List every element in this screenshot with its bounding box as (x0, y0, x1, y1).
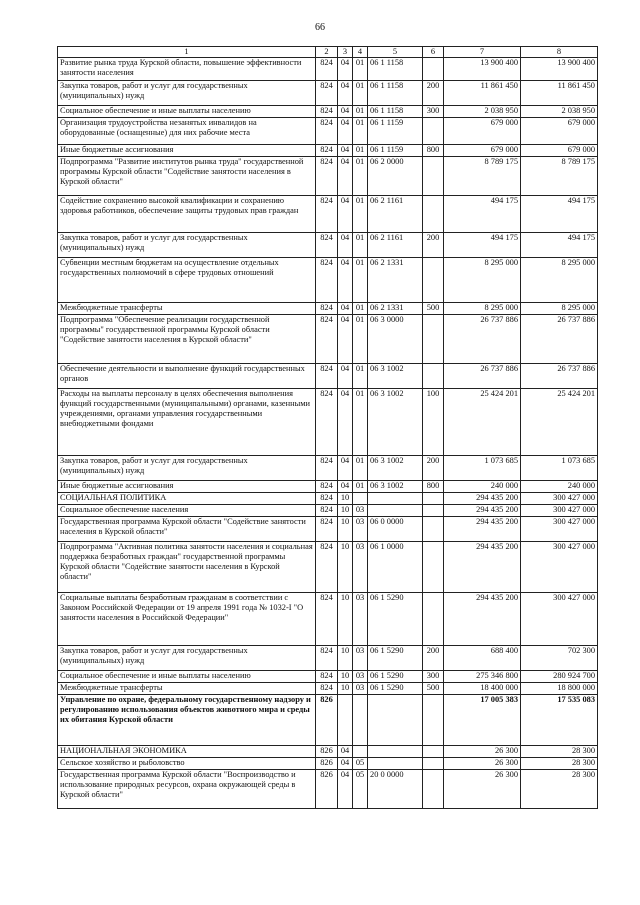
row-subsection-code-cell: 01 (353, 105, 368, 117)
row-amount-year1-cell: 294 435 200 (444, 516, 521, 541)
row-amount-year1-cell: 1 073 685 (444, 455, 521, 480)
table-row (58, 516, 598, 541)
row-amount-year1-cell: 679 000 (444, 117, 521, 144)
table-row (58, 57, 598, 80)
row-expense-type-cell: 100 (423, 388, 444, 455)
row-amount-year1-cell: 294 435 200 (444, 492, 521, 504)
row-name-cell: Социальное обеспечение населения (58, 504, 316, 516)
row-amount-year1-cell: 2 038 950 (444, 105, 521, 117)
row-subsection-code-cell: 01 (353, 117, 368, 144)
row-name-cell: Закупка товаров, работ и услуг для государственных (муниципальных) нужд (58, 232, 316, 257)
row-amount-year1-cell: 494 175 (444, 232, 521, 257)
row-expense-type-cell: 800 (423, 144, 444, 156)
row-name-cell: НАЦИОНАЛЬНАЯ ЭКОНОМИКА (58, 745, 316, 757)
row-name-cell: Межбюджетные трансферты (58, 302, 316, 314)
row-amount-year2-cell: 28 300 (521, 745, 598, 757)
row-subsection-code-cell: 05 (353, 769, 368, 808)
row-amount-year2-cell: 280 924 700 (521, 670, 598, 682)
table-row (58, 105, 598, 117)
row-target-article-cell: 06 0 0000 (368, 516, 423, 541)
row-expense-type-cell (423, 694, 444, 745)
row-target-article-cell: 06 1 1158 (368, 105, 423, 117)
row-subsection-code-cell: 01 (353, 388, 368, 455)
row-section-code-cell (338, 694, 353, 745)
row-subsection-code-cell: 01 (353, 363, 368, 388)
row-name-cell: Подпрограмма "Развитие институтов рынка труда" государственной программы Курской области "Содействие занятости населения в Курской области" (58, 156, 316, 195)
row-name-cell: Государственная программа Курской области "Содействие занятости населения в Курской области" (58, 516, 316, 541)
row-subsection-code-cell: 01 (353, 232, 368, 257)
row-expense-type-cell (423, 257, 444, 302)
row-admin-code-cell: 824 (316, 105, 338, 117)
row-section-code-cell: 10 (338, 682, 353, 694)
row-target-article-cell: 06 1 1158 (368, 57, 423, 80)
row-admin-code-cell: 824 (316, 117, 338, 144)
table-row (58, 195, 598, 232)
table-row (58, 670, 598, 682)
row-amount-year2-cell: 28 300 (521, 757, 598, 769)
row-target-article-cell: 06 2 1331 (368, 257, 423, 302)
row-section-code-cell: 04 (338, 745, 353, 757)
table-row (58, 144, 598, 156)
row-target-article-cell: 06 1 1159 (368, 144, 423, 156)
row-expense-type-cell (423, 57, 444, 80)
row-admin-code-cell: 824 (316, 455, 338, 480)
table-row (58, 80, 598, 105)
row-subsection-code-cell (353, 745, 368, 757)
table-row (58, 682, 598, 694)
row-amount-year2-cell: 679 000 (521, 117, 598, 144)
header-cell: 2 (316, 47, 338, 58)
row-section-code-cell: 10 (338, 541, 353, 592)
row-name-cell: Подпрограмма "Активная политика занятости населения и социальная поддержка безработных граждан" государственной программы Курской области "Содействие занятости населения в Курской области" (58, 541, 316, 592)
row-expense-type-cell: 500 (423, 682, 444, 694)
row-target-article-cell: 06 1 5290 (368, 670, 423, 682)
row-amount-year2-cell: 300 427 000 (521, 592, 598, 645)
row-section-code-cell: 04 (338, 388, 353, 455)
row-expense-type-cell (423, 363, 444, 388)
row-amount-year1-cell: 294 435 200 (444, 504, 521, 516)
row-amount-year2-cell: 13 900 400 (521, 57, 598, 80)
row-subsection-code-cell (353, 694, 368, 745)
row-name-cell: Расходы на выплаты персоналу в целях обеспечения выполнения функций государственными (муниципальными) органами, казенными учреждениями, органами управления государственными внебюджетными фондами (58, 388, 316, 455)
row-name-cell: Государственная программа Курской области "Воспроизводство и использование природных ресурсов, охрана окружающей среды в Курской области" (58, 769, 316, 808)
row-admin-code-cell: 824 (316, 516, 338, 541)
row-section-code-cell: 10 (338, 516, 353, 541)
row-expense-type-cell: 200 (423, 232, 444, 257)
row-target-article-cell: 06 1 0000 (368, 541, 423, 592)
row-target-article-cell: 06 3 1002 (368, 388, 423, 455)
row-expense-type-cell (423, 592, 444, 645)
row-expense-type-cell (423, 156, 444, 195)
row-target-article-cell (368, 492, 423, 504)
row-amount-year2-cell: 26 737 886 (521, 314, 598, 363)
table-row (58, 232, 598, 257)
row-amount-year2-cell: 300 427 000 (521, 516, 598, 541)
row-target-article-cell: 06 1 5290 (368, 682, 423, 694)
row-expense-type-cell: 200 (423, 80, 444, 105)
row-admin-code-cell: 824 (316, 670, 338, 682)
row-section-code-cell: 04 (338, 232, 353, 257)
row-subsection-code-cell: 01 (353, 156, 368, 195)
row-section-code-cell: 04 (338, 195, 353, 232)
row-expense-type-cell (423, 757, 444, 769)
row-section-code-cell: 04 (338, 363, 353, 388)
row-name-cell: Межбюджетные трансферты (58, 682, 316, 694)
row-subsection-code-cell: 03 (353, 592, 368, 645)
row-name-cell: Развитие рынка труда Курской области, повышение эффективности занятости населения (58, 57, 316, 80)
row-subsection-code-cell: 01 (353, 480, 368, 492)
row-amount-year2-cell: 494 175 (521, 195, 598, 232)
page-number: 66 (315, 22, 325, 33)
row-name-cell: Закупка товаров, работ и услуг для государственных (муниципальных) нужд (58, 80, 316, 105)
row-section-code-cell: 10 (338, 492, 353, 504)
budget-table (57, 46, 598, 809)
table-row (58, 541, 598, 592)
row-subsection-code-cell: 01 (353, 57, 368, 80)
row-amount-year1-cell: 25 424 201 (444, 388, 521, 455)
row-name-cell: Подпрограмма "Обеспечение реализации государственной программы" государственной программы Курской области "Содействие занятости населения в Курской области" (58, 314, 316, 363)
row-amount-year1-cell: 8 789 175 (444, 156, 521, 195)
row-target-article-cell: 06 1 1158 (368, 80, 423, 105)
row-subsection-code-cell: 05 (353, 757, 368, 769)
row-section-code-cell: 04 (338, 757, 353, 769)
row-name-cell: Субвенции местным бюджетам на осуществление отдельных государственных полномочий в сфере трудовых отношений (58, 257, 316, 302)
row-amount-year1-cell: 18 400 000 (444, 682, 521, 694)
table-row (58, 257, 598, 302)
row-amount-year2-cell: 8 295 000 (521, 257, 598, 302)
row-amount-year2-cell: 11 861 450 (521, 80, 598, 105)
row-section-code-cell: 04 (338, 314, 353, 363)
row-amount-year2-cell: 18 800 000 (521, 682, 598, 694)
row-expense-type-cell (423, 745, 444, 757)
row-expense-type-cell (423, 504, 444, 516)
row-target-article-cell: 06 1 1159 (368, 117, 423, 144)
table-row (58, 504, 598, 516)
row-section-code-cell: 10 (338, 504, 353, 516)
row-target-article-cell: 06 3 1002 (368, 455, 423, 480)
row-target-article-cell: 06 2 1161 (368, 195, 423, 232)
table-header-row (58, 47, 598, 58)
table-row (58, 592, 598, 645)
row-section-code-cell: 10 (338, 670, 353, 682)
header-cell: 7 (444, 47, 521, 58)
row-expense-type-cell (423, 492, 444, 504)
row-name-cell: СОЦИАЛЬНАЯ ПОЛИТИКА (58, 492, 316, 504)
row-amount-year2-cell: 17 535 083 (521, 694, 598, 745)
table-row (58, 363, 598, 388)
row-name-cell: Содействие сохранению высокой квалификации и сохранению здоровья работников, обеспечение защиты трудовых прав граждан (58, 195, 316, 232)
row-section-code-cell: 04 (338, 480, 353, 492)
row-target-article-cell: 06 2 1161 (368, 232, 423, 257)
row-subsection-code-cell: 01 (353, 257, 368, 302)
row-admin-code-cell: 824 (316, 257, 338, 302)
row-expense-type-cell: 500 (423, 302, 444, 314)
row-amount-year2-cell: 8 789 175 (521, 156, 598, 195)
row-amount-year1-cell: 26 300 (444, 757, 521, 769)
row-admin-code-cell: 824 (316, 480, 338, 492)
row-section-code-cell: 10 (338, 592, 353, 645)
row-admin-code-cell: 824 (316, 57, 338, 80)
row-target-article-cell (368, 745, 423, 757)
row-name-cell: Иные бюджетные ассигнования (58, 480, 316, 492)
row-admin-code-cell: 824 (316, 195, 338, 232)
table-row (58, 769, 598, 808)
row-amount-year1-cell: 26 300 (444, 745, 521, 757)
row-target-article-cell: 06 2 1331 (368, 302, 423, 314)
row-admin-code-cell: 826 (316, 745, 338, 757)
row-amount-year2-cell: 300 427 000 (521, 492, 598, 504)
row-section-code-cell: 04 (338, 156, 353, 195)
row-amount-year2-cell: 28 300 (521, 769, 598, 808)
row-admin-code-cell: 824 (316, 302, 338, 314)
row-admin-code-cell: 824 (316, 492, 338, 504)
row-amount-year1-cell: 679 000 (444, 144, 521, 156)
row-expense-type-cell (423, 314, 444, 363)
row-name-cell: Закупка товаров, работ и услуг для государственных (муниципальных) нужд (58, 645, 316, 670)
row-amount-year1-cell: 494 175 (444, 195, 521, 232)
row-expense-type-cell: 300 (423, 670, 444, 682)
row-admin-code-cell: 824 (316, 232, 338, 257)
row-amount-year2-cell: 702 300 (521, 645, 598, 670)
row-amount-year1-cell: 26 737 886 (444, 363, 521, 388)
row-subsection-code-cell: 01 (353, 302, 368, 314)
row-expense-type-cell (423, 516, 444, 541)
row-admin-code-cell: 824 (316, 363, 338, 388)
row-amount-year1-cell: 688 400 (444, 645, 521, 670)
row-name-cell: Обеспечение деятельности и выполнение функций государственных органов (58, 363, 316, 388)
row-subsection-code-cell: 01 (353, 455, 368, 480)
row-target-article-cell: 06 1 5290 (368, 592, 423, 645)
row-amount-year1-cell: 8 295 000 (444, 257, 521, 302)
row-target-article-cell: 20 0 0000 (368, 769, 423, 808)
row-amount-year1-cell: 275 346 800 (444, 670, 521, 682)
row-expense-type-cell (423, 541, 444, 592)
row-subsection-code-cell: 01 (353, 80, 368, 105)
row-admin-code-cell: 826 (316, 694, 338, 745)
table-body (58, 57, 598, 808)
row-name-cell: Социальные выплаты безработным гражданам в соответствии с Законом Российской Федерации от 19 апреля 1991 года № 1032-I "О занятости населения в Российской Федерации" (58, 592, 316, 645)
row-admin-code-cell: 824 (316, 144, 338, 156)
row-section-code-cell: 10 (338, 645, 353, 670)
row-amount-year2-cell: 300 427 000 (521, 504, 598, 516)
row-amount-year1-cell: 13 900 400 (444, 57, 521, 80)
row-section-code-cell: 04 (338, 144, 353, 156)
row-admin-code-cell: 824 (316, 682, 338, 694)
row-amount-year1-cell: 17 005 383 (444, 694, 521, 745)
table-row (58, 492, 598, 504)
row-admin-code-cell: 824 (316, 645, 338, 670)
row-target-article-cell: 06 2 0000 (368, 156, 423, 195)
table-row (58, 745, 598, 757)
row-admin-code-cell: 824 (316, 80, 338, 105)
row-subsection-code-cell: 01 (353, 144, 368, 156)
row-amount-year2-cell: 494 175 (521, 232, 598, 257)
row-expense-type-cell (423, 117, 444, 144)
row-expense-type-cell: 200 (423, 645, 444, 670)
row-target-article-cell: 06 3 0000 (368, 314, 423, 363)
row-admin-code-cell: 824 (316, 592, 338, 645)
row-target-article-cell: 06 3 1002 (368, 363, 423, 388)
row-target-article-cell (368, 757, 423, 769)
row-section-code-cell: 04 (338, 455, 353, 480)
table-row (58, 156, 598, 195)
row-subsection-code-cell: 03 (353, 504, 368, 516)
row-amount-year1-cell: 294 435 200 (444, 541, 521, 592)
table-row (58, 455, 598, 480)
row-name-cell: Сельское хозяйство и рыболовство (58, 757, 316, 769)
row-amount-year1-cell: 294 435 200 (444, 592, 521, 645)
row-amount-year1-cell: 8 295 000 (444, 302, 521, 314)
header-cell: 4 (353, 47, 368, 58)
table-row (58, 645, 598, 670)
row-name-cell: Организация трудоустройства незанятых инвалидов на оборудованные (оснащенные) для них рабочие места (58, 117, 316, 144)
row-subsection-code-cell: 03 (353, 670, 368, 682)
table-row (58, 302, 598, 314)
header-cell: 8 (521, 47, 598, 58)
row-name-cell: Управление по охране, федеральному государственному надзору и регулированию использования объектов животного мира и среды их обитания Курской области (58, 694, 316, 745)
header-cell: 3 (338, 47, 353, 58)
row-section-code-cell: 04 (338, 105, 353, 117)
row-subsection-code-cell: 03 (353, 682, 368, 694)
row-expense-type-cell: 300 (423, 105, 444, 117)
row-expense-type-cell: 800 (423, 480, 444, 492)
row-name-cell: Социальное обеспечение и иные выплаты населению (58, 105, 316, 117)
row-section-code-cell: 04 (338, 302, 353, 314)
row-section-code-cell: 04 (338, 57, 353, 80)
table-row (58, 117, 598, 144)
row-target-article-cell: 06 3 1002 (368, 480, 423, 492)
table-row (58, 757, 598, 769)
row-target-article-cell (368, 694, 423, 745)
row-section-code-cell: 04 (338, 769, 353, 808)
row-name-cell: Социальное обеспечение и иные выплаты населению (58, 670, 316, 682)
row-amount-year2-cell: 2 038 950 (521, 105, 598, 117)
row-expense-type-cell (423, 769, 444, 808)
table-row (58, 314, 598, 363)
row-amount-year2-cell: 679 000 (521, 144, 598, 156)
row-expense-type-cell: 200 (423, 455, 444, 480)
row-section-code-cell: 04 (338, 117, 353, 144)
row-name-cell: Закупка товаров, работ и услуг для государственных (муниципальных) нужд (58, 455, 316, 480)
row-amount-year2-cell: 25 424 201 (521, 388, 598, 455)
row-section-code-cell: 04 (338, 80, 353, 105)
row-admin-code-cell: 824 (316, 541, 338, 592)
row-expense-type-cell (423, 195, 444, 232)
row-subsection-code-cell: 01 (353, 314, 368, 363)
row-target-article-cell (368, 504, 423, 516)
header-cell: 1 (58, 47, 316, 58)
row-admin-code-cell: 824 (316, 156, 338, 195)
table-row (58, 694, 598, 745)
row-section-code-cell: 04 (338, 257, 353, 302)
row-amount-year2-cell: 26 737 886 (521, 363, 598, 388)
row-amount-year2-cell: 1 073 685 (521, 455, 598, 480)
header-cell: 6 (423, 47, 444, 58)
row-amount-year2-cell: 300 427 000 (521, 541, 598, 592)
table-row (58, 480, 598, 492)
row-target-article-cell: 06 1 5290 (368, 645, 423, 670)
row-amount-year1-cell: 26 737 886 (444, 314, 521, 363)
row-subsection-code-cell (353, 492, 368, 504)
row-amount-year2-cell: 240 000 (521, 480, 598, 492)
row-admin-code-cell: 824 (316, 504, 338, 516)
row-subsection-code-cell: 03 (353, 645, 368, 670)
row-name-cell: Иные бюджетные ассигнования (58, 144, 316, 156)
row-admin-code-cell: 824 (316, 314, 338, 363)
table-row (58, 388, 598, 455)
row-subsection-code-cell: 03 (353, 541, 368, 592)
row-subsection-code-cell: 03 (353, 516, 368, 541)
row-admin-code-cell: 824 (316, 388, 338, 455)
row-amount-year1-cell: 11 861 450 (444, 80, 521, 105)
row-amount-year2-cell: 8 295 000 (521, 302, 598, 314)
row-admin-code-cell: 826 (316, 769, 338, 808)
header-cell: 5 (368, 47, 423, 58)
row-admin-code-cell: 826 (316, 757, 338, 769)
row-subsection-code-cell: 01 (353, 195, 368, 232)
row-amount-year1-cell: 26 300 (444, 769, 521, 808)
row-amount-year1-cell: 240 000 (444, 480, 521, 492)
